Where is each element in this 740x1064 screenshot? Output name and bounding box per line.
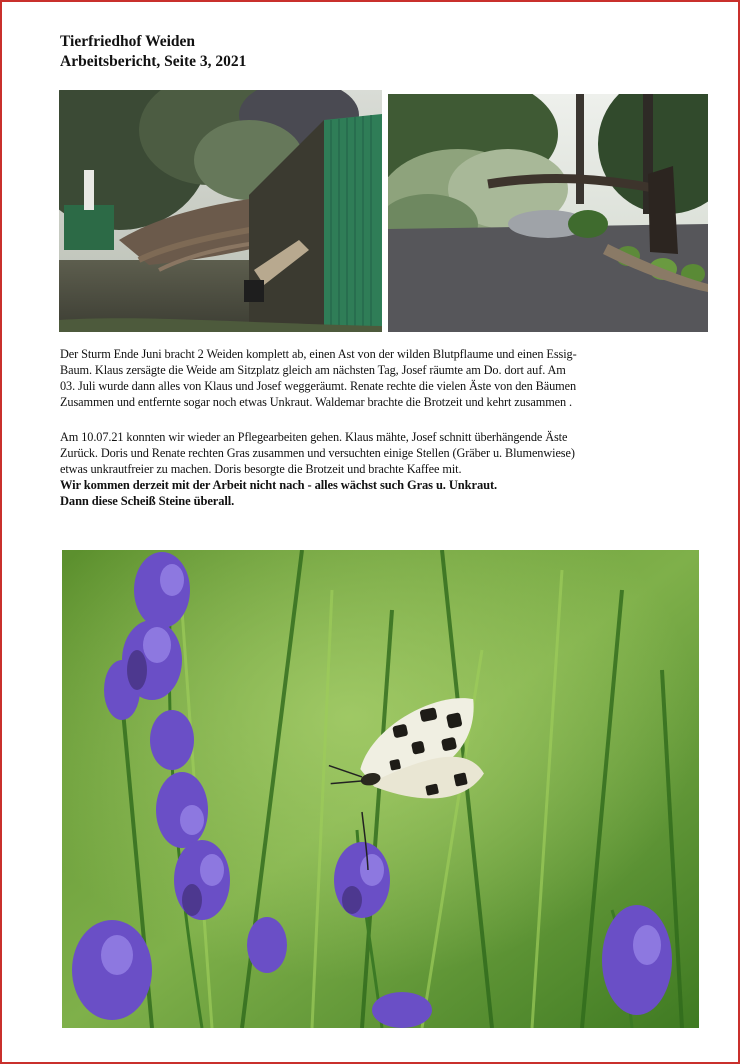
title-line-2: Arbeitsbericht, Seite 3, 2021 [60, 53, 247, 70]
title-line-1: Tierfriedhof Weiden [60, 33, 196, 50]
page-title [60, 32, 246, 72]
paragraph-line: Am 10.07.21 konnten wir wieder an Pflegearbeiten gehen. Klaus mähte, Josef schnitt überhängende Äste [60, 430, 568, 444]
paragraph-line: Der Sturm Ende Juni bracht 2 Weiden komplett ab, einen Ast von der wilden Blutpflaume und einen Essig- [60, 347, 577, 361]
paragraph-maintenance [60, 429, 720, 509]
paragraph-storm-damage [60, 346, 720, 410]
paragraph-line: Baum. Klaus zersägte die Weide am Sitzplatz gleich am nächsten Tag, Josef räumte am Do. dort auf. Am [60, 363, 566, 377]
bold-remark-line: Wir kommen derzeit mit der Arbeit nicht nach - alles wächst such Gras u. Unkraut. [60, 478, 498, 492]
paragraph-line: 03. Juli wurde dann alles von Klaus und Josef weggeräumt. Renate rechte die vielen Äste von den Bäumen [60, 379, 577, 393]
paragraph-line: etwas unkrautfreier zu machen. Doris besorgte die Brotzeit und brachte Kaffee mit. [60, 462, 462, 476]
paragraph-line: Zurück. Doris und Renate rechten Gras zusammen und versuchten einige Stellen (Gräber u. Blumenwiese) [60, 446, 575, 460]
storm-damaged-willow-shed-photo [59, 90, 382, 332]
fallen-tree-path-photo [388, 94, 708, 332]
paragraph-line: Zusammen und entfernte sogar noch etwas Unkraut. Waldemar brachte die Brotzeit und kehrt zusammen . [60, 395, 573, 409]
butterfly-on-lavender-photo [62, 550, 699, 1028]
bold-remark-line: Dann diese Scheiß Steine überall. [60, 494, 235, 508]
